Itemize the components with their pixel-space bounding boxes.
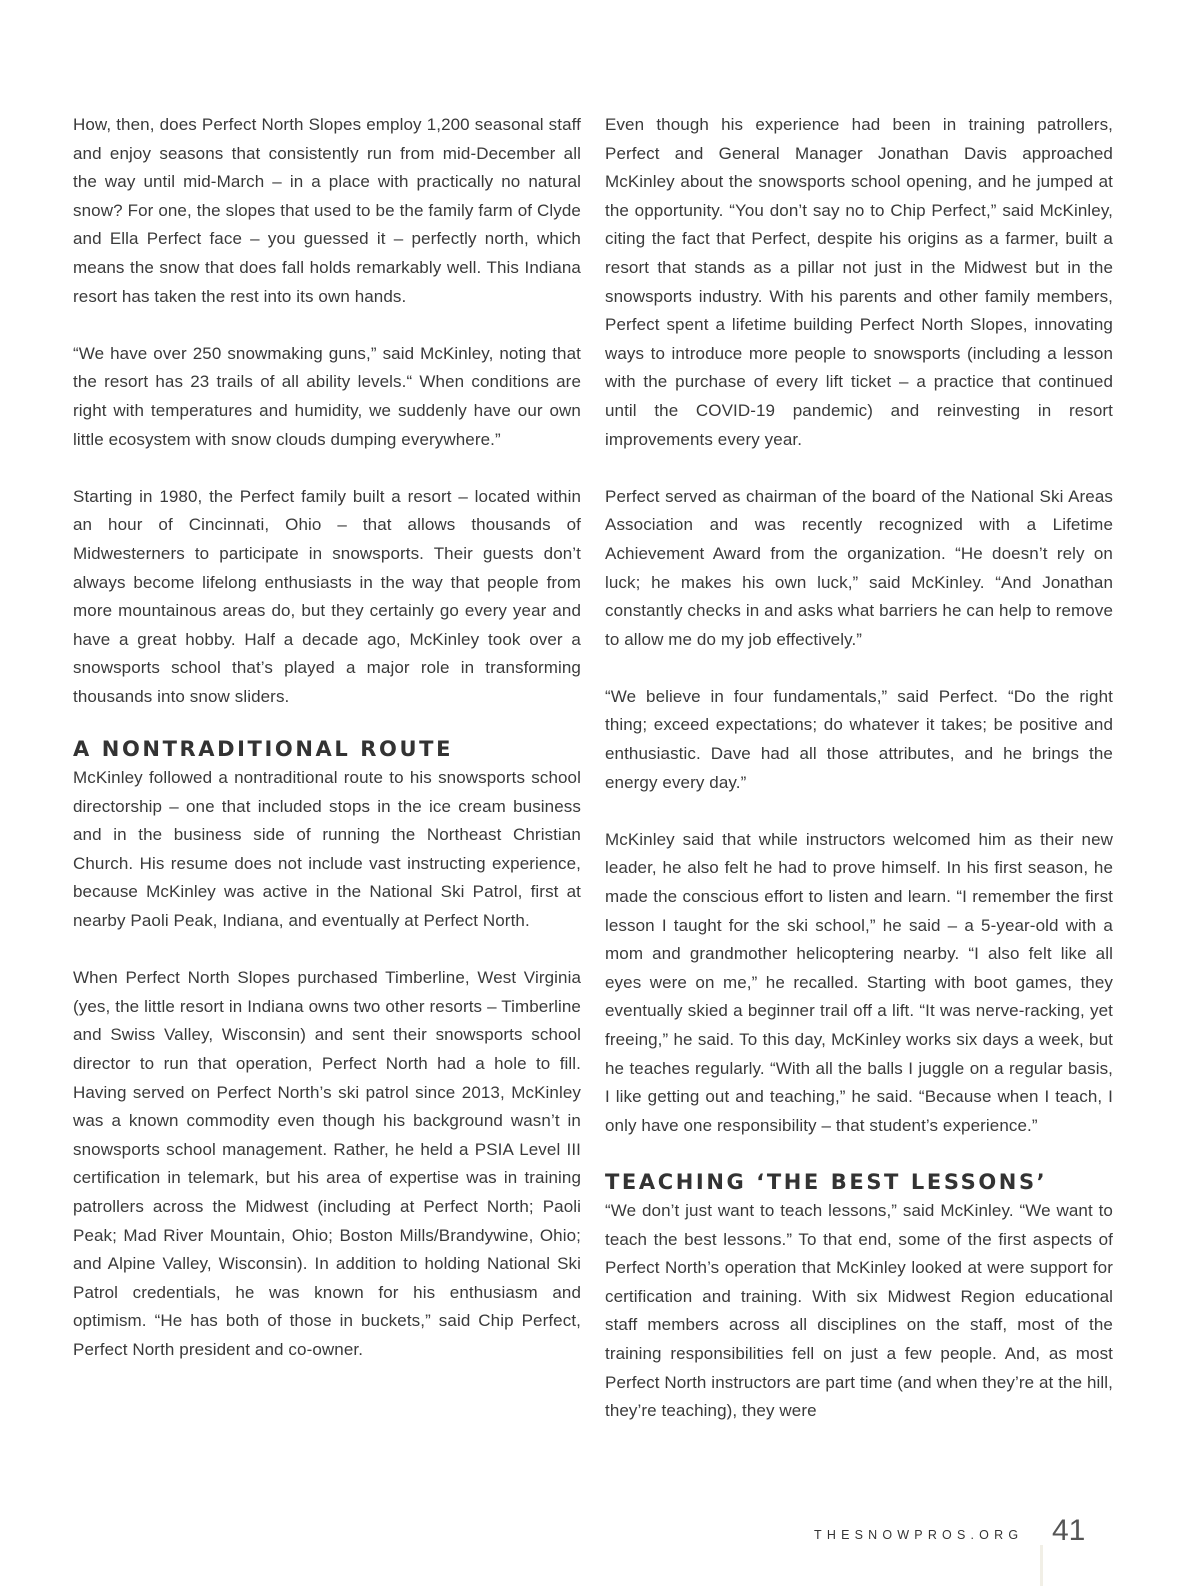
body-paragraph: When Perfect North Slopes purchased Timberline, West Virginia (yes, the little resort in Indiana owns two other resorts – Timberline and Swiss Valley, Wisconsin) and sent their snowsports school director to run that operation, Perfect North had a hole to fill. Having served on Perfect North’s ski patrol since 2013, McKinley was a known commodity even though his background wasn’t in snowsports school management. Rather, he held a PSIA Level III certification in telemark, but his area of expertise was in training patrollers across the Midwest (including at Perfect North; Paoli Peak; Mad River Mountain, Ohio; Boston Mills/Brandywine, Ohio; and Alpine Valley, Wisconsin). In addition to holding National Ski Patrol credentials, he was known for his enthusiasm and optimism. “He has both of those in buckets,” said Chip Perfect, Perfect North president and co-owner. xyxy=(73,968,581,1359)
body-paragraph: “We believe in four fundamentals,” said Perfect. “Do the right thing; exceed expectations; do whatever it takes; be positive and enthusiastic. Dave had all those attributes, and he brings the energy every day.” xyxy=(605,686,1113,792)
page-number: 41 xyxy=(1052,1514,1086,1547)
right-column xyxy=(605,111,1113,1426)
body-paragraph: McKinley followed a nontraditional route to his snowsports school directorship – one that included stops in the ice cream business and in the business side of running the Northeast Christian Church. His resume does not include vast instructing experience, because McKinley was active in the National Ski Patrol, first at nearby Paoli Peak, Indiana, and eventually at Perfect North. xyxy=(73,768,581,931)
section-heading: TEACHING ‘THE BEST LESSONS’ xyxy=(605,1169,1048,1194)
footer-site-url: THESNOWPROS.ORG xyxy=(814,1528,1024,1542)
body-paragraph: “We have over 250 snowmaking guns,” said McKinley, noting that the resort has 23 trails of all ability levels.“ When conditions are right with temperatures and humidity, we suddenly have our own little ecosystem with snow clouds dumping everywhere.” xyxy=(73,343,581,449)
body-paragraph: McKinley said that while instructors welcomed him as their new leader, he also felt he had to prove himself. In his first season, he made the conscious effort to listen and learn. “I remember the first lesson I taught for the ski school,” he said – a 5-year-old with a mom and grandmother helicoptering nearby. “I also felt like all eyes were on me,” he recalled. Starting with boot games, they eventually skied a beginner trail off a lift. “It was nerve-racking, yet freeing,” he said. To this day, McKinley works six days a week, but he teaches regularly. “With all the balls I juggle on a regular basis, I like getting out and teaching,” he said. “Because when I teach, I only have one responsibility – that student’s experience.” xyxy=(605,829,1113,1135)
section-heading: A NONTRADITIONAL ROUTE xyxy=(73,737,454,762)
body-paragraph: Perfect served as chairman of the board of the National Ski Areas Association and was recently recognized with a Lifetime Achievement Award from the organization. “He doesn’t rely on luck; he makes his own luck,” said McKinley. “And Jonathan constantly checks in and asks what barriers he can help to remove to allow me do my job effectively.” xyxy=(605,486,1113,649)
body-paragraph: How, then, does Perfect North Slopes employ 1,200 seasonal staff and enjoy seasons that consistently run from mid-December all the way until mid-March – in a place with practically no natural snow? For one, the slopes that used to be the family farm of Clyde and Ella Perfect face – you guessed it – perfectly north, which means the snow that does fall holds remarkably well. This Indiana resort has taken the rest into its own hands. xyxy=(73,115,581,306)
body-paragraph: Starting in 1980, the Perfect family built a resort – located within an hour of Cincinnati, Ohio – that allows thousands of Midwesterners to participate in snowsports. Their guests don’t always become lifelong enthusiasts in the way that people from more mountainous areas do, but they certainly go every year and have a great hobby. Half a decade ago, McKinley took over a snowsports school that’s played a major role in transforming thousands into snow sliders. xyxy=(73,486,581,706)
left-column xyxy=(73,111,581,1365)
body-paragraph: “We don’t just want to teach lessons,” said McKinley. “We want to teach the best lessons.” To that end, some of the first aspects of Perfect North’s operation that McKinley looked at were support for certification and training. With six Midwest Region educational staff members across all disciplines on the staff, most of the training responsibilities fell on just a few people. And, as most Perfect North instructors are part time (and when they’re at the hill, they’re teaching), they were xyxy=(605,1200,1113,1421)
body-paragraph: Even though his experience had been in training patrollers, Perfect and General Manager Jonathan Davis approached McKinley about the snowsports school opening, and he jumped at the opportunity. “You don’t say no to Chip Perfect,” said McKinley, citing the fact that Perfect, despite his origins as a farmer, built a resort that stands as a pillar not just in the Midwest but in the snowsports industry. With his parents and other family members, Perfect spent a lifetime building Perfect North Slopes, innovating ways to introduce more people to snowsports (including a lesson with the purchase of every lift ticket – a practice that continued until the COVID-19 pandemic) and reinvesting in resort improvements every year. xyxy=(605,115,1113,449)
footer-divider xyxy=(1040,1545,1043,1586)
